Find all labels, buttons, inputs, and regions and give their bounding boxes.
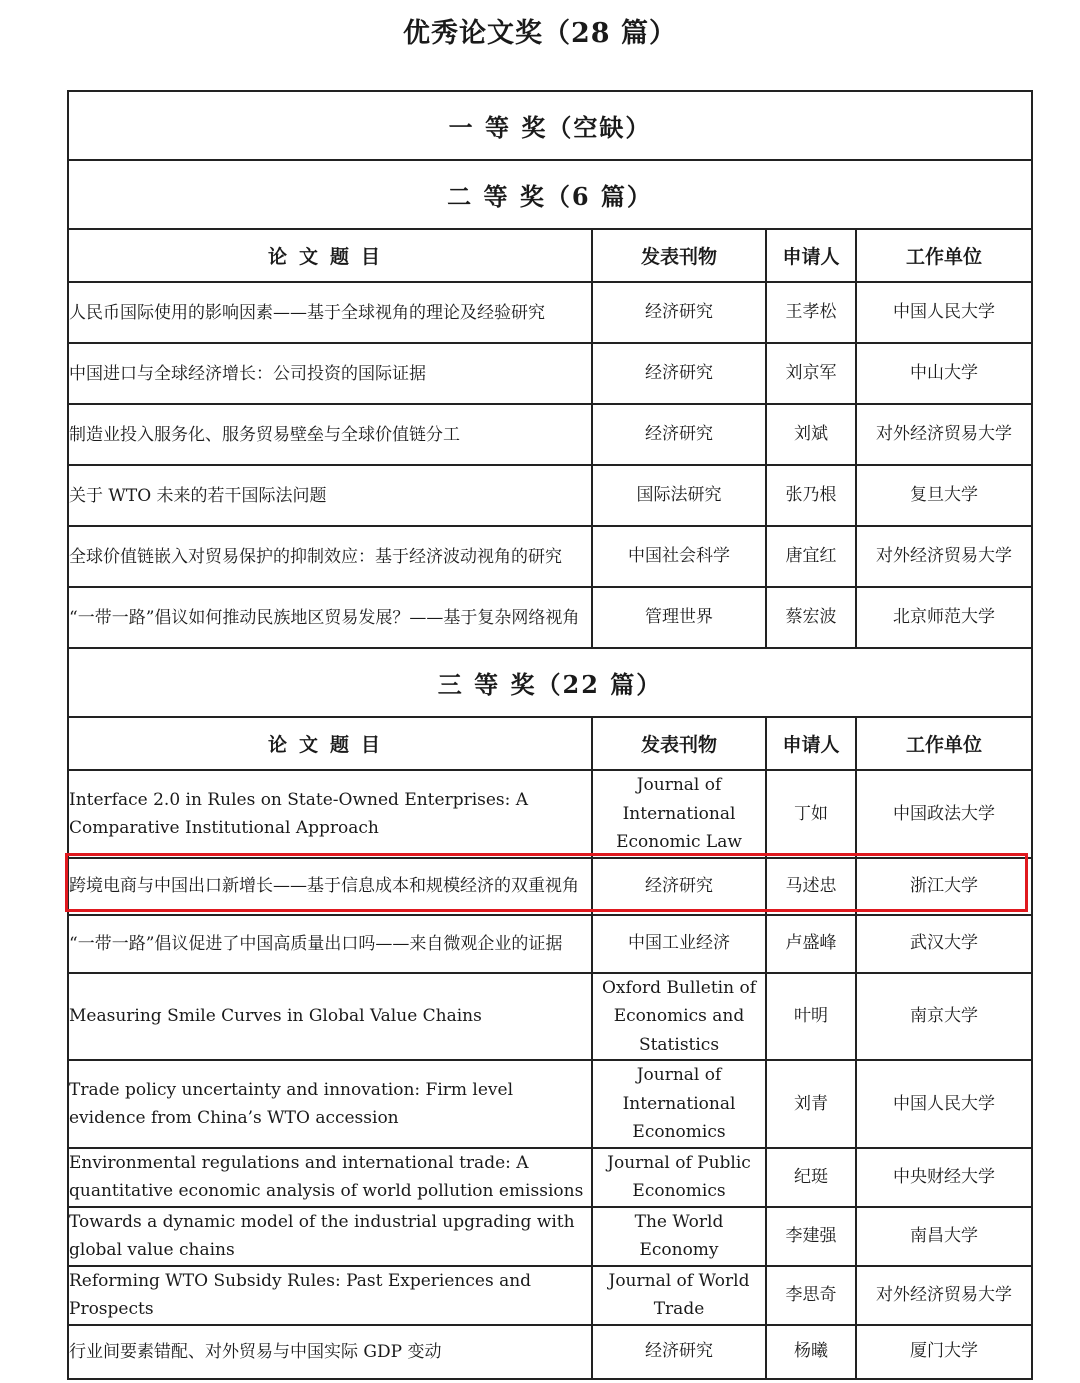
paper-applicant: 李思奇 bbox=[766, 1266, 856, 1325]
paper-journal: The World Economy bbox=[592, 1207, 766, 1266]
paper-title: 跨境电商与中国出口新增长——基于信息成本和规模经济的双重视角 bbox=[68, 858, 592, 915]
paper-applicant: 卢盛峰 bbox=[766, 915, 856, 973]
paper-unit: 对外经济贸易大学 bbox=[856, 526, 1032, 587]
paper-journal: 管理世界 bbox=[592, 587, 766, 648]
paper-applicant: 刘青 bbox=[766, 1060, 856, 1148]
paper-applicant: 叶明 bbox=[766, 973, 856, 1061]
table-row bbox=[68, 973, 1032, 1061]
table-row bbox=[68, 465, 1032, 526]
awards-table bbox=[67, 90, 1033, 1380]
paper-unit: 中央财经大学 bbox=[856, 1148, 1032, 1207]
paper-title: “一带一路”倡议如何推动民族地区贸易发展？——基于复杂网络视角 bbox=[68, 587, 592, 648]
first-prize-heading: 一 等 奖（空缺） bbox=[68, 91, 1032, 160]
paper-unit: 复旦大学 bbox=[856, 465, 1032, 526]
paper-title: Trade policy uncertainty and innovation: Firm level evidence from China’s WTO accession bbox=[68, 1060, 592, 1148]
paper-journal: 经济研究 bbox=[592, 404, 766, 465]
paper-journal: 中国社会科学 bbox=[592, 526, 766, 587]
header-unit: 工作单位 bbox=[856, 229, 1032, 282]
second-prize-header-row bbox=[68, 229, 1032, 282]
paper-unit: 对外经济贸易大学 bbox=[856, 404, 1032, 465]
paper-title: Interface 2.0 in Rules on State-Owned Enterprises: A Comparative Institutional Approach bbox=[68, 770, 592, 858]
paper-title: 关于 WTO 未来的若干国际法问题 bbox=[68, 465, 592, 526]
paper-unit: 南京大学 bbox=[856, 973, 1032, 1061]
paper-applicant: 丁如 bbox=[766, 770, 856, 858]
paper-unit: 北京师范大学 bbox=[856, 587, 1032, 648]
paper-journal: 经济研究 bbox=[592, 858, 766, 915]
second-prize-row bbox=[68, 160, 1032, 229]
paper-title: Measuring Smile Curves in Global Value Chains bbox=[68, 973, 592, 1061]
header-applicant: 申请人 bbox=[766, 717, 856, 770]
paper-unit: 中国人民大学 bbox=[856, 1060, 1032, 1148]
paper-title: 人民币国际使用的影响因素——基于全球视角的理论及经验研究 bbox=[68, 282, 592, 343]
header-journal: 发表刊物 bbox=[592, 229, 766, 282]
table-row bbox=[68, 343, 1032, 404]
table-row bbox=[68, 282, 1032, 343]
third-prize-heading: 三 等 奖（22 篇） bbox=[68, 648, 1032, 717]
paper-applicant: 王孝松 bbox=[766, 282, 856, 343]
paper-journal: 经济研究 bbox=[592, 282, 766, 343]
paper-journal: Oxford Bulletin of Economics and Statistics bbox=[592, 973, 766, 1061]
paper-title: “一带一路”倡议促进了中国高质量出口吗——来自微观企业的证据 bbox=[68, 915, 592, 973]
paper-unit: 浙江大学 bbox=[856, 858, 1032, 915]
paper-applicant: 马述忠 bbox=[766, 858, 856, 915]
paper-unit: 南昌大学 bbox=[856, 1207, 1032, 1266]
paper-applicant: 刘斌 bbox=[766, 404, 856, 465]
table-row bbox=[68, 1207, 1032, 1266]
paper-applicant: 李建强 bbox=[766, 1207, 856, 1266]
first-prize-row bbox=[68, 91, 1032, 160]
table-row bbox=[68, 770, 1032, 858]
paper-applicant: 张乃根 bbox=[766, 465, 856, 526]
paper-applicant: 纪珽 bbox=[766, 1148, 856, 1207]
paper-journal: 中国工业经济 bbox=[592, 915, 766, 973]
header-unit: 工作单位 bbox=[856, 717, 1032, 770]
paper-journal: 经济研究 bbox=[592, 343, 766, 404]
paper-unit: 厦门大学 bbox=[856, 1325, 1032, 1379]
table-row bbox=[68, 404, 1032, 465]
paper-unit: 对外经济贸易大学 bbox=[856, 1266, 1032, 1325]
paper-unit: 武汉大学 bbox=[856, 915, 1032, 973]
table-row-highlighted bbox=[68, 858, 1032, 915]
paper-applicant: 蔡宏波 bbox=[766, 587, 856, 648]
second-prize-heading: 二 等 奖（6 篇） bbox=[68, 160, 1032, 229]
paper-unit: 中国人民大学 bbox=[856, 282, 1032, 343]
table-row bbox=[68, 587, 1032, 648]
table-row bbox=[68, 1060, 1032, 1148]
paper-title: 全球价值链嵌入对贸易保护的抑制效应：基于经济波动视角的研究 bbox=[68, 526, 592, 587]
table-row bbox=[68, 1266, 1032, 1325]
header-title: 论文题目 bbox=[68, 717, 592, 770]
paper-unit: 中国政法大学 bbox=[856, 770, 1032, 858]
third-prize-header-row bbox=[68, 717, 1032, 770]
header-journal: 发表刊物 bbox=[592, 717, 766, 770]
page-title: 优秀论文奖（28 篇） bbox=[403, 18, 677, 49]
table-row bbox=[68, 1148, 1032, 1207]
paper-unit: 中山大学 bbox=[856, 343, 1032, 404]
paper-journal: 经济研究 bbox=[592, 1325, 766, 1379]
paper-journal: 国际法研究 bbox=[592, 465, 766, 526]
paper-journal: Journal of International Economic Law bbox=[592, 770, 766, 858]
table-row bbox=[68, 915, 1032, 973]
paper-journal: Journal of International Economics bbox=[592, 1060, 766, 1148]
paper-applicant: 唐宜红 bbox=[766, 526, 856, 587]
table-row bbox=[68, 526, 1032, 587]
paper-title: Reforming WTO Subsidy Rules: Past Experiences and Prospects bbox=[68, 1266, 592, 1325]
paper-title: 制造业投入服务化、服务贸易壁垒与全球价值链分工 bbox=[68, 404, 592, 465]
third-prize-row bbox=[68, 648, 1032, 717]
table-row bbox=[68, 1325, 1032, 1379]
header-title: 论文题目 bbox=[68, 229, 592, 282]
paper-title: Towards a dynamic model of the industrial upgrading with global value chains bbox=[68, 1207, 592, 1266]
header-applicant: 申请人 bbox=[766, 229, 856, 282]
paper-title: 行业间要素错配、对外贸易与中国实际 GDP 变动 bbox=[68, 1325, 592, 1379]
paper-title: 中国进口与全球经济增长：公司投资的国际证据 bbox=[68, 343, 592, 404]
paper-journal: Journal of Public Economics bbox=[592, 1148, 766, 1207]
paper-journal: Journal of World Trade bbox=[592, 1266, 766, 1325]
paper-title: Environmental regulations and international trade: A quantitative economic analysis of world pollution emissions bbox=[68, 1148, 592, 1207]
paper-applicant: 杨曦 bbox=[766, 1325, 856, 1379]
paper-applicant: 刘京军 bbox=[766, 343, 856, 404]
